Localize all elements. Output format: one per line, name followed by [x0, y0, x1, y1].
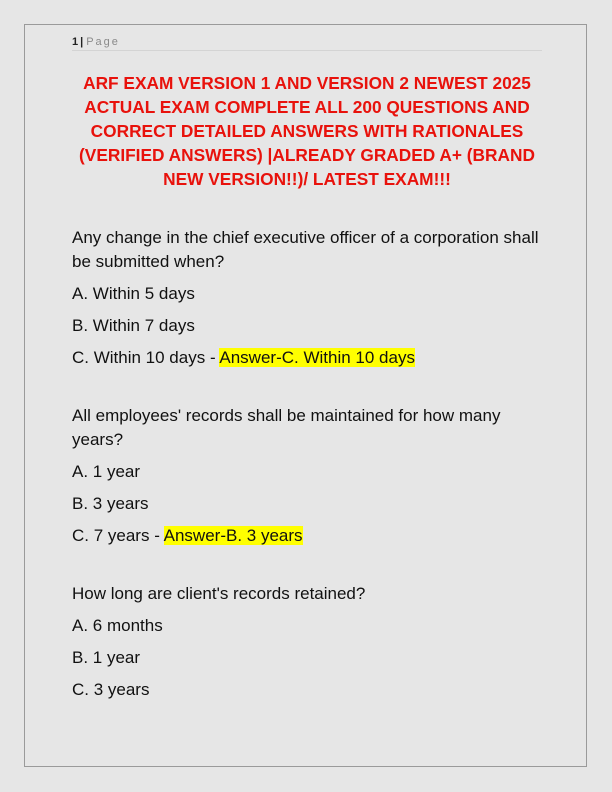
page-label: Page: [86, 36, 120, 48]
answer-highlight: Answer-B. 3 years: [163, 526, 303, 545]
option-label: A. 1 year: [72, 462, 141, 481]
option-label: C. Within 10 days -: [72, 348, 220, 367]
page-separator: |: [80, 36, 84, 48]
option-a: [72, 460, 542, 484]
page-header: [72, 34, 542, 51]
option-b: [72, 492, 542, 516]
question-block-2: [72, 404, 542, 548]
option-label: A. Within 5 days: [72, 284, 195, 303]
question-block-1: [72, 226, 542, 370]
option-c: [72, 346, 542, 370]
question-text: How long are client's records retained?: [72, 584, 366, 603]
answer-highlight: Answer-C. Within 10 days: [219, 348, 415, 367]
option-label: A. 6 months: [72, 616, 163, 635]
option-label: B. 3 years: [72, 494, 149, 513]
document-title: ARF EXAM VERSION 1 AND VERSION 2 NEWEST 2025 ACTUAL EXAM COMPLETE ALL 200 QUESTIONS AND CORRECT DETAILED ANSWERS WITH RATIONALES (VERIFIED ANSWERS) |ALREADY GRADED A+ (BRAND NEW VERSION!!)/ LATEST EXAM!!!: [79, 73, 535, 189]
option-b: [72, 314, 542, 338]
option-a: [72, 614, 542, 638]
option-label: C. 3 years: [72, 680, 150, 699]
option-label: B. Within 7 days: [72, 316, 195, 335]
option-a: [72, 282, 542, 306]
question-block-3: [72, 582, 542, 702]
option-c: [72, 524, 542, 548]
option-label: B. 1 year: [72, 648, 141, 667]
document-content: [72, 34, 542, 702]
question-text: Any change in the chief executive officer of a corporation shall be submitted when?: [72, 228, 539, 271]
page-number: 1: [72, 36, 79, 48]
option-label: C. 7 years -: [72, 526, 164, 545]
option-c: [72, 678, 542, 702]
question-text: All employees' records shall be maintained for how many years?: [72, 406, 501, 449]
option-b: [72, 646, 542, 670]
